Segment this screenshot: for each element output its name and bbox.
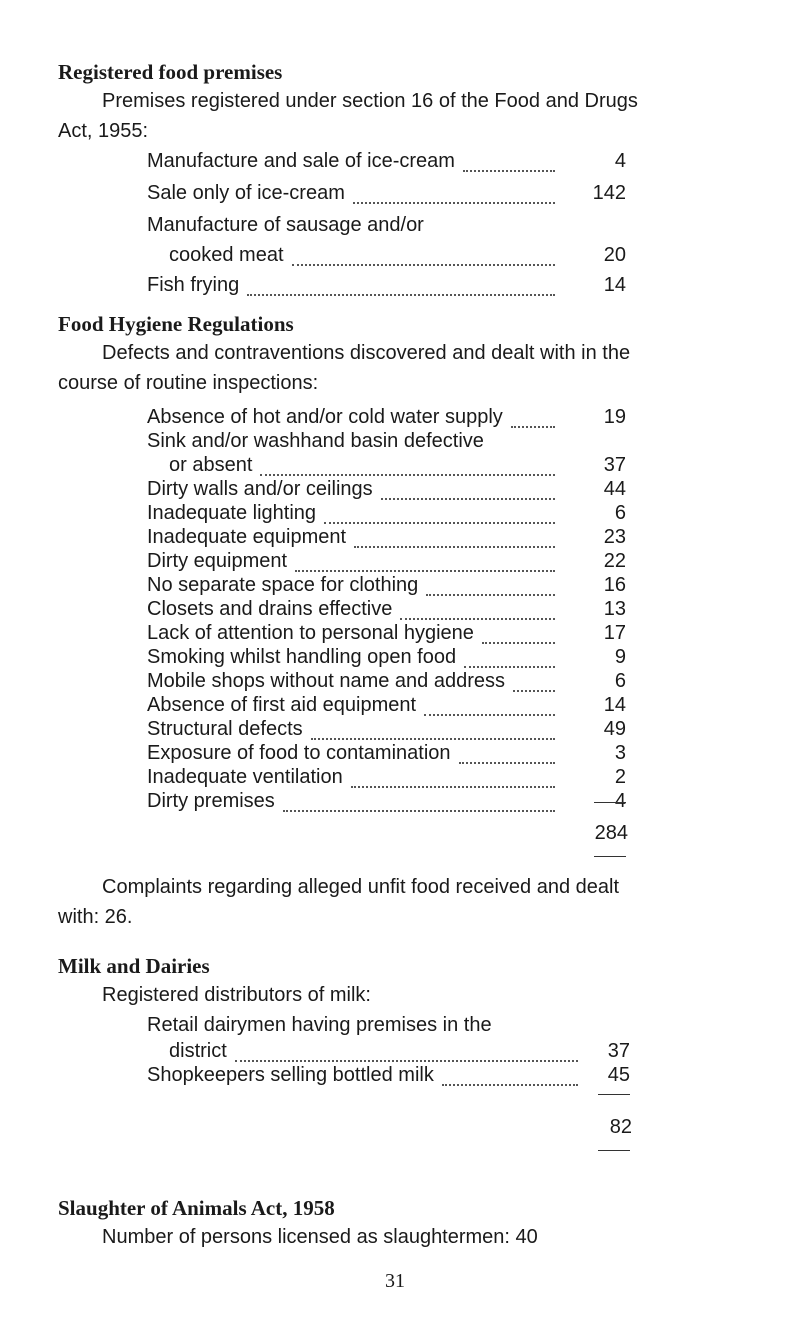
item-value: 37: [607, 1040, 630, 1062]
item-label: Lack of attention to personal hygiene: [147, 622, 474, 644]
dot-leader: [482, 622, 555, 644]
hygiene-total-rule-bottom: [594, 856, 626, 857]
dot-leader: [463, 150, 555, 172]
registered-intro-line1: Premises registered under section 16 of the Food and Drugs: [102, 90, 638, 112]
item-label: Dirty walls and/or ceilings: [147, 478, 373, 500]
item-label: Absence of first aid equipment: [147, 694, 417, 716]
list-item: [147, 406, 626, 432]
item-label: Dirty equipment: [147, 550, 288, 572]
item-label: No separate space for clothing: [147, 574, 419, 596]
list-item: [147, 718, 626, 744]
item-value: 142: [592, 182, 626, 204]
item-value: 16: [603, 574, 626, 596]
item-label: Smoking whilst handling open food: [147, 646, 457, 668]
item-label: Absence of hot and/or cold water supply: [147, 406, 503, 428]
list-item: [169, 454, 626, 480]
dot-leader: [235, 1040, 578, 1062]
section-heading-registered: Registered food premises: [58, 60, 283, 84]
item-value: 19: [603, 406, 626, 428]
item-value: 23: [603, 526, 626, 548]
list-item: [147, 214, 626, 240]
item-value: 3: [614, 742, 626, 764]
dot-leader: [295, 550, 555, 572]
item-label: cooked meat: [169, 244, 284, 266]
section-heading-hygiene: Food Hygiene Regulations: [58, 312, 294, 336]
hygiene-total: 284: [594, 822, 628, 844]
item-value: 13: [603, 598, 626, 620]
list-item: [147, 274, 626, 300]
list-item: [147, 766, 626, 792]
section-heading-slaughter: Slaughter of Animals Act, 1958: [58, 1196, 335, 1220]
list-item: [147, 550, 626, 576]
hygiene-total-rule-top: [594, 802, 626, 803]
item-label: Retail dairymen having premises in the: [147, 1014, 492, 1036]
item-value: 14: [603, 694, 626, 716]
item-value: 6: [614, 670, 626, 692]
item-value: 14: [603, 274, 626, 296]
dot-leader: [513, 670, 555, 692]
item-value: 17: [603, 622, 626, 644]
dot-leader: [324, 502, 555, 524]
dot-leader: [424, 694, 555, 716]
item-label: Structural defects: [147, 718, 303, 740]
complaints-line2: with: 26.: [58, 906, 133, 928]
dot-leader: [283, 790, 555, 812]
section-heading-milk: Milk and Dairies: [58, 954, 210, 978]
milk-total: 82: [609, 1116, 632, 1138]
list-item: [147, 598, 626, 624]
item-label: Shopkeepers selling bottled milk: [147, 1064, 434, 1086]
dot-leader: [354, 526, 555, 548]
dot-leader: [311, 718, 555, 740]
item-value: 6: [614, 502, 626, 524]
list-item: [147, 790, 626, 816]
item-value: 20: [603, 244, 626, 266]
dot-leader: [353, 182, 555, 204]
list-item: [147, 1014, 630, 1040]
dot-leader: [351, 766, 555, 788]
list-item: [147, 646, 626, 672]
item-value: 44: [603, 478, 626, 500]
item-label: Inadequate lighting: [147, 502, 317, 524]
dot-leader: [426, 574, 555, 596]
item-label: district: [169, 1040, 227, 1062]
item-label: Manufacture of sausage and/or: [147, 214, 424, 236]
dot-leader: [292, 244, 555, 266]
milk-intro: Registered distributors of milk:: [102, 984, 371, 1006]
item-value: 45: [607, 1064, 630, 1086]
hygiene-intro-line1: Defects and contraventions discovered and dealt with in the: [102, 342, 631, 364]
complaints-line1: Complaints regarding alleged unfit food received and dealt: [102, 876, 620, 898]
list-item: [147, 502, 626, 528]
item-label: Manufacture and sale of ice-cream: [147, 150, 455, 172]
item-value: 49: [603, 718, 626, 740]
milk-total-rule-top: [598, 1094, 630, 1095]
dot-leader: [442, 1064, 578, 1086]
dot-leader: [511, 406, 555, 428]
list-item: [147, 526, 626, 552]
list-item: [147, 1064, 630, 1090]
list-item: [147, 622, 626, 648]
item-value: 2: [614, 766, 626, 788]
list-item: [147, 182, 626, 208]
dot-leader: [459, 742, 555, 764]
item-value: 9: [614, 646, 626, 668]
item-value: 4: [614, 790, 626, 812]
list-item: [147, 430, 626, 456]
item-label: Mobile shops without name and address: [147, 670, 505, 692]
list-item: [169, 244, 626, 270]
item-value: 37: [603, 454, 626, 476]
item-label: Fish frying: [147, 274, 240, 296]
item-label: Inadequate ventilation: [147, 766, 343, 788]
slaughter-line: Number of persons licensed as slaughtermen: 40: [102, 1226, 538, 1248]
item-label: Inadequate equipment: [147, 526, 347, 548]
item-value: 22: [603, 550, 626, 572]
list-item: [147, 574, 626, 600]
list-item: [147, 478, 626, 504]
item-label: or absent: [169, 454, 253, 476]
item-label: Sink and/or washhand basin defective: [147, 430, 484, 452]
dot-leader: [381, 478, 555, 500]
page-number: 31: [385, 1270, 405, 1292]
registered-intro-line2: Act, 1955:: [58, 120, 149, 142]
list-item: [147, 694, 626, 720]
hygiene-intro-line2: course of routine inspections:: [58, 372, 319, 394]
item-label: Closets and drains effective: [147, 598, 393, 620]
dot-leader: [464, 646, 555, 668]
milk-total-rule-bottom: [598, 1150, 630, 1151]
list-item: [147, 150, 626, 176]
list-item: [147, 670, 626, 696]
item-label: Sale only of ice-cream: [147, 182, 345, 204]
dot-leader: [260, 454, 555, 476]
item-label: Exposure of food to contamination: [147, 742, 451, 764]
dot-leader: [400, 598, 555, 620]
item-value: 4: [614, 150, 626, 172]
list-item: [169, 1040, 630, 1066]
dot-leader: [247, 274, 555, 296]
item-label: Dirty premises: [147, 790, 275, 812]
list-item: [147, 742, 626, 768]
